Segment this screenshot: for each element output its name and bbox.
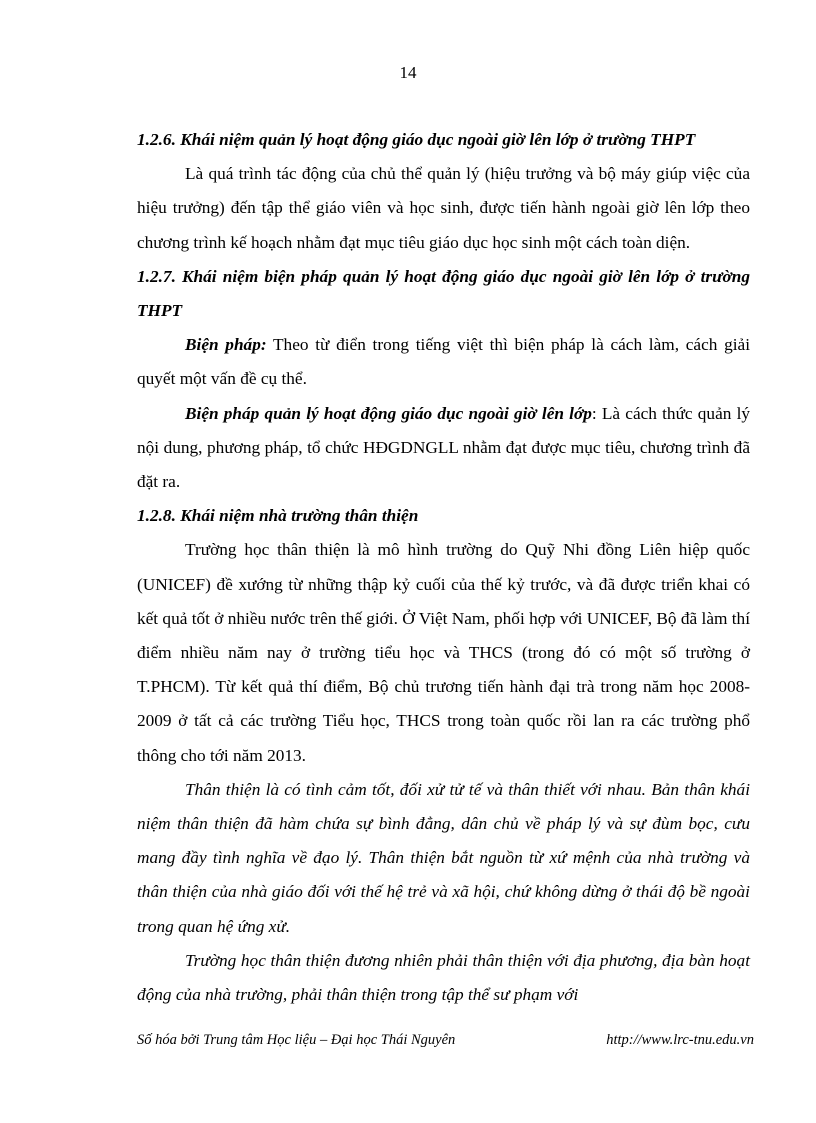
term-bien-phap: Biện pháp: — [185, 335, 267, 355]
footer-source: Số hóa bởi Trung tâm Học liệu – Đại học Thái Nguyên — [137, 1032, 456, 1048]
italic-paragraph: Trường học thân thiện đương nhiên phải thân thiện với địa phương, địa bàn hoạt động của nhà trường, phải thân thiện trong tập thể sư phạm với — [137, 950, 750, 1005]
section-heading-1-2-7: 1.2.7. Khái niệm biện pháp quản lý hoạt động giáo dục ngoài giờ lên lớp ở trường THPT — [137, 266, 750, 321]
term-bien-phap-quan-ly: Biện pháp quản lý hoạt động giáo dục ngoài giờ lên lớp — [185, 403, 592, 423]
paragraph — [137, 328, 750, 396]
document-body — [137, 123, 750, 1012]
footer-url: http://www.lrc-tnu.edu.vn — [606, 1032, 754, 1048]
definition-text: : Là cách thức quản lý nội dung, phương pháp, tổ chức HĐGDNGLL nhằm đạt được mục tiêu, chương trình đã đặt ra. — [137, 403, 751, 492]
paragraph: Trường học thân thiện là mô hình trường do Quỹ Nhi đồng Liên hiệp quốc (UNICEF) đề xướng từ những thập kỷ cuối của thế kỷ trước, và đã được triển khai có kết quả tốt ở nhiều nước trên thế giới. Ở Việt Nam, phối hợp với UNICEF, Bộ đã làm thí điểm nhiều năm nay ở trường tiểu học và THCS (trong đó có một số trường ở T.PHCM). Từ kết quả thí điểm, Bộ chủ trương tiến hành đại trà trong năm học 2008- 2009 ở tất cả các trường Tiểu học, THCS trong toàn quốc rồi lan ra các trường phổ thông cho tới năm 2013. — [137, 540, 750, 765]
definition-text: Theo từ điển trong tiếng việt thì biện pháp là cách làm, cách giải quyết một vấn đề cụ thể. — [137, 335, 751, 389]
italic-paragraph: Thân thiện là có tình cảm tốt, đối xử tử tế và thân thiết với nhau. Bản thân khái niệm thân thiện đã hàm chứa sự bình đẳng, dân chủ về pháp lý và sự đùm bọc, cưu mang đầy tình nghĩa về đạo lý. Thân thiện bắt nguồn từ xứ mệnh của nhà trường và thân thiện của nhà giáo đối với thế hệ trẻ và xã hội, chứ không dừng ở thái độ bề ngoài trong quan hệ ứng xử. — [137, 779, 750, 936]
section-heading-1-2-8: 1.2.8. Khái niệm nhà trường thân thiện — [137, 506, 419, 526]
section-heading-1-2-6: 1.2.6. Khái niệm quản lý hoạt động giáo dục ngoài giờ lên lớp ở trường THPT — [137, 130, 696, 149]
paragraph — [137, 397, 750, 500]
page-number: 14 — [399, 63, 417, 82]
page-footer — [137, 1032, 754, 1049]
paragraph: Là quá trình tác động của chủ thể quản lý (hiệu trưởng và bộ máy giúp việc của hiệu trưởng) đến tập thể giáo viên và học sinh, được tiến hành ngoài giờ lên lớp theo chương trình kế hoạch nhằm đạt mục tiêu giáo dục học sinh một cách toàn diện. — [137, 164, 750, 252]
